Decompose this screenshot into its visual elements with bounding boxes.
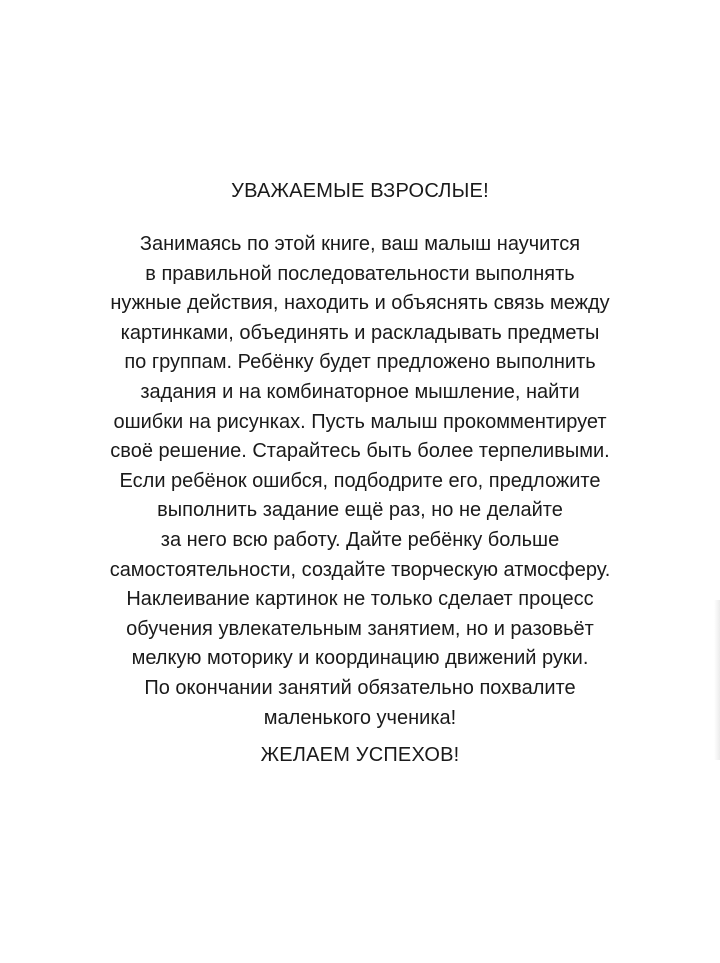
page-title: УВАЖАЕМЫЕ ВЗРОСЛЫЕ!	[231, 180, 489, 202]
body-line: выполнить задание ещё раз, но не делайте	[157, 499, 563, 522]
body-line: маленького ученика!	[263, 706, 457, 729]
body-line: по группам. Ребёнку будет предложено выполнить	[124, 351, 596, 374]
body-line: обучения увлекательным занятием, но и разовьёт	[126, 617, 594, 640]
body-line: мелкую моторику и координацию движений руки.	[131, 647, 589, 670]
body-line: картинками, объединять и раскладывать предметы	[120, 321, 600, 344]
body-line: Если ребёнок ошибся, подбодрите его, предложите	[119, 469, 601, 492]
body-line: нужные действия, находить и объяснять связь между	[110, 292, 610, 315]
body-line: Наклеивание картинок не только сделает процесс	[126, 588, 594, 611]
body-line: в правильной последовательности выполнять	[145, 262, 575, 285]
body-line: самостоятельности, создайте творческую атмосферу.	[109, 558, 611, 581]
closing-wish: ЖЕЛАЕМ УСПЕХОВ!	[260, 744, 460, 766]
body-line: за него всю работу. Дайте ребёнку больше	[160, 528, 560, 551]
body-line: своё решение. Старайтесь быть более терпеливыми.	[110, 440, 610, 463]
body-line: Занимаясь по этой книге, ваш малыш научится	[139, 233, 581, 255]
body-line: ошибки на рисунках. Пусть малыш прокомментирует	[113, 410, 607, 433]
body-line: По окончании занятий обязательно похвалите	[144, 676, 576, 699]
body-paragraph	[0, 230, 720, 733]
body-line: задания и на комбинаторное мышление, найти	[140, 380, 580, 403]
